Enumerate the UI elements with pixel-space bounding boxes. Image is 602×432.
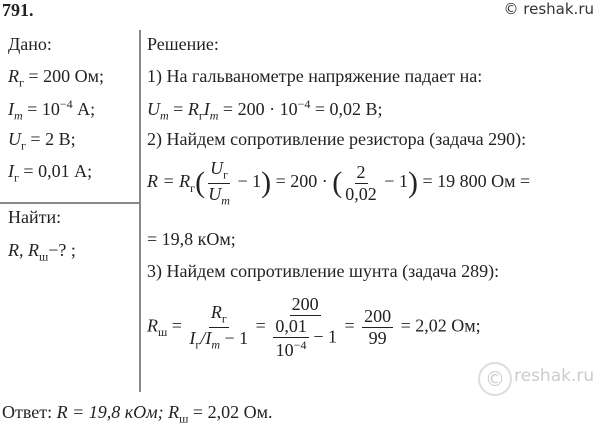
column-divider: [139, 30, 141, 392]
copyright-watermark-icon: ©: [478, 362, 512, 396]
equation-3: $R_ш$ = $R_г$ $I_г/I_m - 1$ = 200 $\frac{0,01}{10^{-4}}$ − 1 = $\frac{200}{99}$ = 2,02 Ом;: [147, 294, 481, 360]
given-line: $I_г = 0,01$ А;: [8, 161, 93, 185]
given-line: $R_г = 200$ Ом;: [8, 66, 104, 90]
answer: Ответ: R = 19,8 кОм; $R_ш = 2,02$ Ом.: [2, 402, 273, 426]
site-label: © reshak.ru: [503, 0, 594, 18]
equation-2: $R = R_г$( $U_г$ $U_m$ − 1) = 200 · ( $\frac{2}{0,02}$ − 1) = 19 800 Ом =: [147, 158, 531, 208]
given-title: Дано:: [8, 34, 52, 54]
step-1: 1) На гальванометре напряжение падает на:: [147, 66, 483, 86]
watermark: reshak.ru: [514, 366, 595, 386]
equation-2-result: = 19,8 кОм;: [147, 229, 236, 249]
solution-title: Решение:: [147, 34, 219, 54]
given-divider: [0, 202, 139, 204]
find-line: R, $R_ш-$? ;: [8, 240, 76, 264]
step-2: 2) Найдем сопротивление резистора (задача 290):: [147, 129, 527, 149]
equation-1: $U_m = R_гI_m = 200 \cdot 10^{-4} = 0,02$ В;: [147, 97, 383, 123]
problem-number: 791.: [2, 0, 34, 20]
find-title: Найти:: [8, 207, 62, 227]
step-3: 3) Найдем сопротивление шунта (задача 289):: [147, 261, 500, 281]
given-line: $I_m = 10^{-4}$ А;: [8, 97, 96, 123]
given-line: $U_г = 2$ В;: [8, 129, 76, 153]
